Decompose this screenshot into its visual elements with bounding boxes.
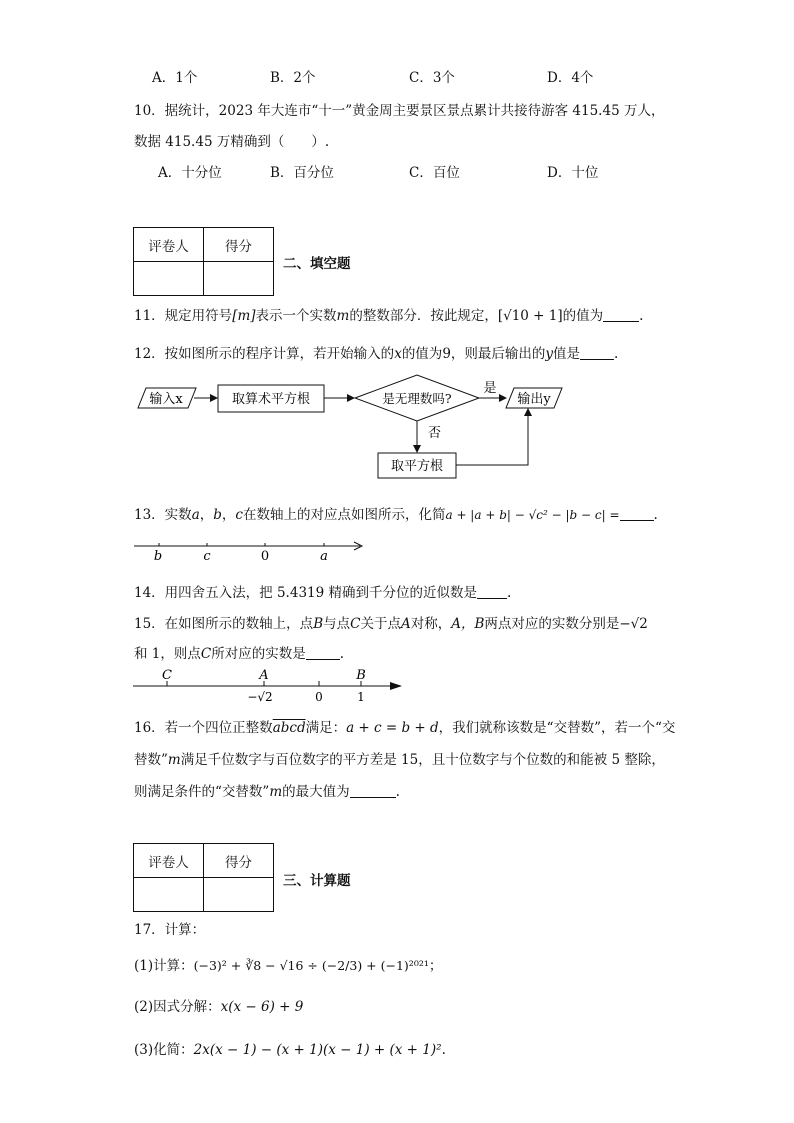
- q15-text-e: 两点对应的实数分别是: [484, 616, 620, 632]
- q16-m: m: [167, 752, 181, 768]
- score-box-section2: [133, 227, 274, 296]
- flow-take-sqrt-label: 取平方根: [390, 459, 444, 474]
- q16-m2: m: [269, 784, 283, 800]
- q15-line1: [134, 612, 648, 632]
- q16-text-g: 的最大值为: [282, 784, 350, 800]
- q15-end: .: [339, 646, 345, 662]
- flow-output-label: 输出y: [517, 392, 551, 407]
- q17-part1-label: (1)计算：: [134, 958, 194, 974]
- numline13-label-0: 0: [260, 549, 270, 564]
- q10-option-b: B．百分位: [270, 165, 334, 181]
- program-flowchart: [130, 370, 570, 485]
- numline15-value-0: 0: [315, 690, 323, 704]
- score-box3-score-cell: [204, 878, 274, 912]
- q12-answer-blank[interactable]: [580, 345, 614, 360]
- score-box3-score-label: 得分: [204, 844, 274, 878]
- q15-answer-blank[interactable]: [306, 645, 340, 660]
- numline15-value-neg-sqrt2: −√2: [247, 690, 273, 704]
- q10-line2: 数据 415.45 万精确到（ ）.: [134, 134, 330, 150]
- q13-sep1: ，: [199, 507, 214, 523]
- q15-text-b: 与点: [323, 616, 351, 632]
- q15-text-c: 关于点: [360, 616, 401, 632]
- q17-part3-end: .: [441, 1042, 446, 1058]
- q14: [134, 581, 511, 601]
- q17-part2: [134, 995, 303, 1015]
- q16-text-e: 满足千位数字与百位数字的平方差是 15，且十位数字与个位数的和能被 5 整除，: [180, 752, 665, 768]
- q14-answer-blank[interactable]: [477, 584, 507, 599]
- flow-sqrt-label: 取算术平方根: [231, 392, 311, 407]
- q17-part3-label: (3)化简：: [134, 1042, 194, 1058]
- q16-abcd: abcd: [272, 720, 306, 736]
- q9-option-d: D．4个: [547, 70, 594, 86]
- q16-text-d: 替数”: [134, 752, 168, 768]
- q17-part2-label: (2)因式分解：: [134, 999, 221, 1015]
- q16-text-f: 则满足条件的“交替数”: [134, 784, 270, 800]
- q11-m: m: [336, 308, 350, 324]
- q17-part3: [134, 1038, 446, 1058]
- q15-text-d: 对称，: [410, 616, 452, 632]
- q13: [134, 503, 658, 523]
- flow-yes-label: 是: [483, 381, 497, 396]
- q12-text1: 12．按如图所示的程序计算，若开始输入的: [134, 346, 395, 362]
- number-line-q13: [130, 537, 370, 567]
- q11-mid2: 的整数部分．按此规定，: [349, 308, 498, 324]
- q17-part3-expression: 2x(x − 1) − (x + 1)(x − 1) + (x + 1)²: [193, 1042, 442, 1058]
- q15-value: −√2: [619, 616, 648, 632]
- q11-symbol: [m]: [232, 308, 256, 324]
- q13-text1: 13．实数: [134, 507, 192, 523]
- q15-point-b: B: [313, 616, 324, 632]
- q11-expression: [√10 + 1]: [497, 308, 563, 324]
- numline13-label-a: a: [320, 549, 328, 564]
- score-box-score-cell: [204, 262, 274, 296]
- q13-answer-blank[interactable]: [620, 506, 654, 521]
- q16-text-c: ，我们就称该数是“交替数”，若一个“交: [438, 720, 676, 736]
- q16-line2: [134, 748, 665, 768]
- q14-text: 14．用四舍五入法，把 5.4319 精确到千分位的近似数是: [134, 585, 477, 601]
- q10-options: [158, 161, 758, 179]
- q16-text-b: 满足：: [305, 720, 347, 736]
- numline15-label-b: B: [356, 668, 366, 683]
- q15-point-a: A: [400, 616, 411, 632]
- q10-option-d: D．十位: [547, 165, 599, 181]
- q17-part1-end: ；: [428, 958, 443, 974]
- q11: [134, 304, 643, 324]
- q12-text2: 的值为: [401, 346, 443, 362]
- q11-pre: 11．规定用符号: [134, 308, 233, 324]
- score-box-score-label: 得分: [204, 228, 274, 262]
- flow-no-label: 否: [428, 426, 442, 441]
- flow-input-label: 输入x: [149, 392, 183, 407]
- number-line-q15: [128, 665, 408, 707]
- q12: [134, 342, 618, 362]
- q13-c: c: [235, 507, 243, 523]
- q11-end: .: [639, 308, 644, 324]
- q10-option-a: A．十分位: [158, 165, 222, 181]
- q17-part1: [134, 954, 442, 974]
- q15-point-c2: C: [200, 646, 212, 662]
- numline15-value-1: 1: [357, 690, 365, 704]
- q9-option-b: B．2个: [270, 70, 316, 86]
- score-box-grader-cell: [134, 262, 204, 296]
- score-box-grader-label: 评卷人: [134, 228, 204, 262]
- score-box-section3: [133, 843, 274, 912]
- q13-b: b: [213, 507, 222, 523]
- q12-nine: 9: [442, 346, 451, 362]
- q12-text3: ，则最后输出的: [450, 346, 546, 362]
- q13-text2: 在数轴上的对应点如图所示，化简: [242, 507, 446, 523]
- q16-condition: a + c = b + d: [346, 720, 439, 736]
- q11-mid1: 表示一个实数: [255, 308, 337, 324]
- q15-text-g: 所对应的实数是: [211, 646, 306, 662]
- numline15-label-c: C: [162, 668, 172, 683]
- q16-text-a: 16．若一个四位正整数: [134, 720, 273, 736]
- section-title-fill-blank: 二、填空题: [283, 256, 351, 272]
- q16-line1: [134, 716, 675, 736]
- q15-line2: [134, 642, 344, 662]
- q12-end: .: [614, 346, 619, 362]
- q13-end: .: [653, 507, 658, 523]
- q12-y: y: [545, 346, 554, 362]
- score-box3-grader-cell: [134, 878, 204, 912]
- q10-option-c: C．百位: [409, 165, 460, 181]
- q12-text4: 值是: [553, 346, 581, 362]
- q15-text-f: 和 1，则点: [134, 646, 201, 662]
- q11-post: 的值为: [562, 308, 604, 324]
- q16-answer-blank[interactable]: [350, 783, 396, 798]
- q14-end: .: [507, 585, 512, 601]
- q15-point-c: C: [350, 616, 361, 632]
- score-box3-grader-label: 评卷人: [134, 844, 204, 878]
- q17-part1-expression: (−3)² + ∛8 − √16 ÷ (−2/3) + (−1)²⁰²¹: [193, 958, 429, 973]
- section-title-calculation: 三、计算题: [283, 873, 351, 889]
- q9-option-a: A．1个: [152, 70, 198, 86]
- q16-line3: [134, 780, 400, 800]
- q13-expression: a + |a + b| − √c² − |b − c| =: [445, 508, 620, 522]
- flow-decision-label: 是无理数吗?: [382, 391, 452, 406]
- q9-options: [152, 66, 752, 84]
- flow-arrow-loop: [456, 409, 528, 465]
- q13-sep2: ，: [221, 507, 236, 523]
- q15-text-a: 15．在如图所示的数轴上，点: [134, 616, 314, 632]
- q17-part2-expression: x(x − 6) + 9: [220, 999, 304, 1015]
- q13-a: a: [191, 507, 200, 523]
- q12-x: x: [394, 346, 402, 362]
- q9-option-c: C．3个: [409, 70, 455, 86]
- q16-end: .: [395, 784, 400, 800]
- q17-title: 17．计算：: [134, 922, 206, 938]
- numline15-label-a: A: [259, 668, 269, 683]
- q11-answer-blank[interactable]: [603, 307, 639, 322]
- numline15-arrow: [390, 682, 402, 690]
- numline13-label-b: b: [153, 549, 163, 564]
- q15-points-ab: A，B: [451, 616, 485, 632]
- q10-line1: 10．据统计，2023 年大连市“十一”黄金周主要景区景点累计共接待游客 415.45 万人，: [134, 103, 665, 119]
- numline13-label-c: c: [203, 549, 211, 564]
